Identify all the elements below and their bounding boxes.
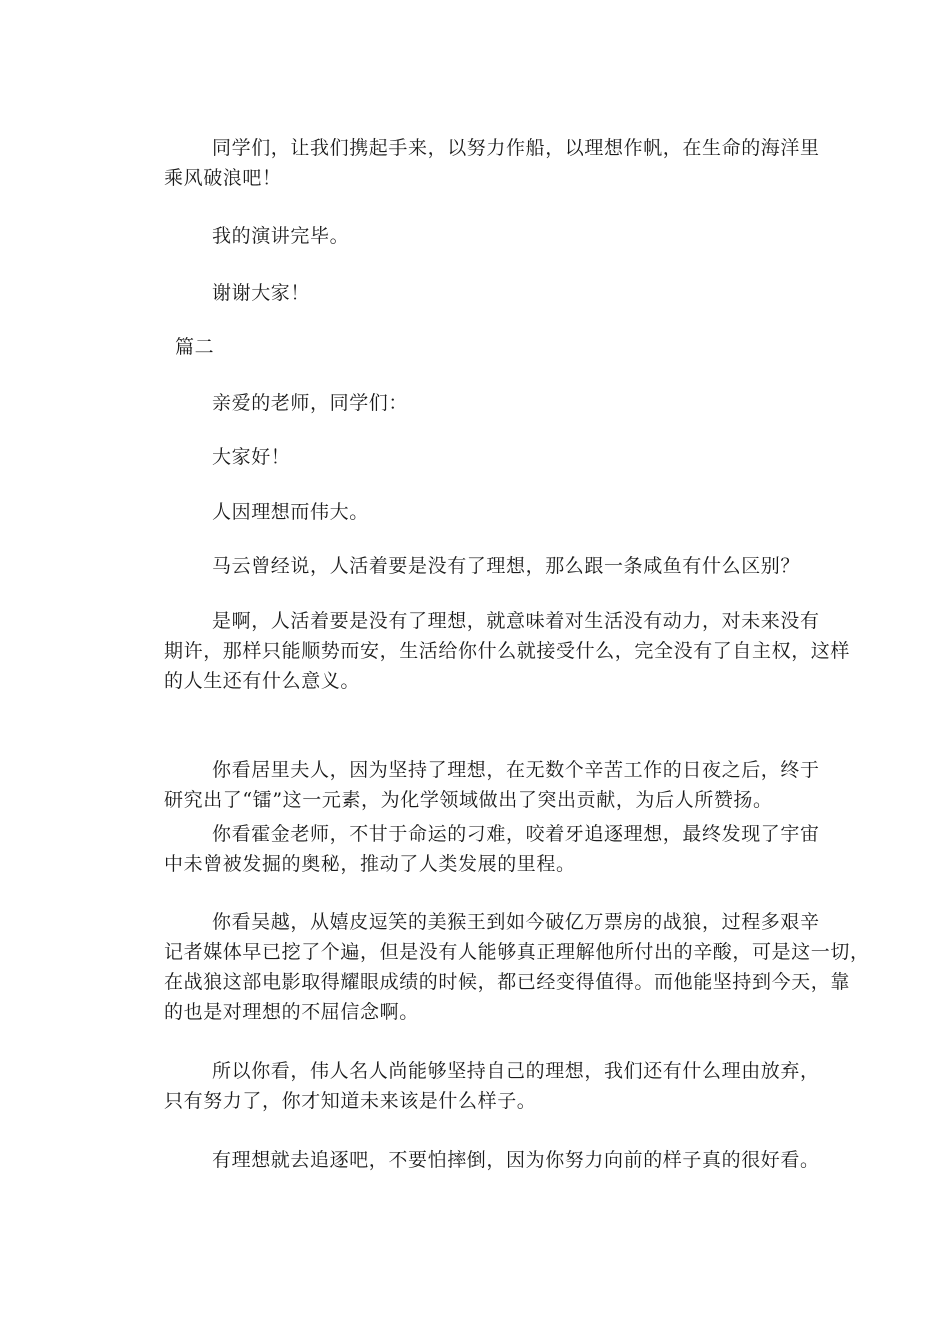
text-line: 中未曾被发掘的奥秘，推动了人类发展的里程。 [164, 853, 576, 875]
text-line: 大家好！ [212, 446, 291, 468]
paragraph [164, 388, 804, 418]
paragraph [164, 1145, 820, 1175]
text-line: 人因理想而伟大。 [212, 501, 369, 523]
paragraph [164, 755, 820, 815]
text-line: 你看吴越，从嬉皮逗笑的美猴王到如今破亿万票房的战狼，过程多艰辛 [212, 911, 820, 933]
text-line: 的人生还有什么意义。 [164, 670, 361, 692]
paragraph [164, 278, 804, 308]
text-line: 的也是对理想的不屈信念啊。 [164, 1001, 419, 1023]
text-line: 只有努力了，你才知道未来该是什么样子。 [164, 1090, 537, 1112]
text-line: 在战狼这部电影取得耀眼成绩的时候，都已经变得值得。而他能坚持到今天，靠 [164, 971, 851, 993]
paragraph [164, 551, 804, 581]
paragraph [164, 221, 804, 251]
paragraph [164, 1056, 820, 1116]
text-line: 期许，那样只能顺势而安，生活给你什么就接受什么，完全没有了自主权，这样 [164, 640, 851, 662]
text-line: 同学们，让我们携起手来，以努力作船，以理想作帆，在生命的海洋里 [212, 137, 820, 159]
text-line: 亲爱的老师，同学们： [212, 392, 409, 414]
text-line: 是啊，人活着要是没有了理想，就意味着对生活没有动力，对未来没有 [212, 610, 820, 632]
section-heading: 篇二 [175, 336, 215, 358]
paragraph [164, 133, 820, 193]
paragraph [164, 907, 870, 1027]
text-line: 你看霍金老师，不甘于命运的刁难，咬着牙追逐理想，最终发现了宇宙 [212, 823, 820, 845]
paragraph [164, 606, 851, 696]
paragraph [164, 442, 804, 472]
text-line: 你看居里夫人，因为坚持了理想，在无数个辛苦工作的日夜之后，终于 [212, 759, 820, 781]
text-line: 所以你看，伟人名人尚能够坚持自己的理想，我们还有什么理由放弃， [212, 1060, 820, 1082]
paragraph [164, 497, 804, 527]
text-line: 我的演讲完毕。 [212, 225, 350, 247]
paragraph [164, 819, 820, 879]
text-line: 谢谢大家！ [212, 282, 311, 304]
text-line: 马云曾经说，人活着要是没有了理想，那么跟一条咸鱼有什么区别？ [212, 555, 801, 577]
text-line: 有理想就去追逐吧，不要怕摔倒，因为你努力向前的样子真的很好看。 [212, 1149, 820, 1171]
text-line: 乘风破浪吧！ [164, 167, 282, 189]
text-line: 记者媒体早已挖了个遍，但是没有人能够真正理解他所付出的辛酸，可是这一切， [164, 941, 870, 963]
text-line: 研究出了“镭”这一元素，为化学领域做出了突出贡献，为后人所赞扬。 [164, 789, 773, 811]
